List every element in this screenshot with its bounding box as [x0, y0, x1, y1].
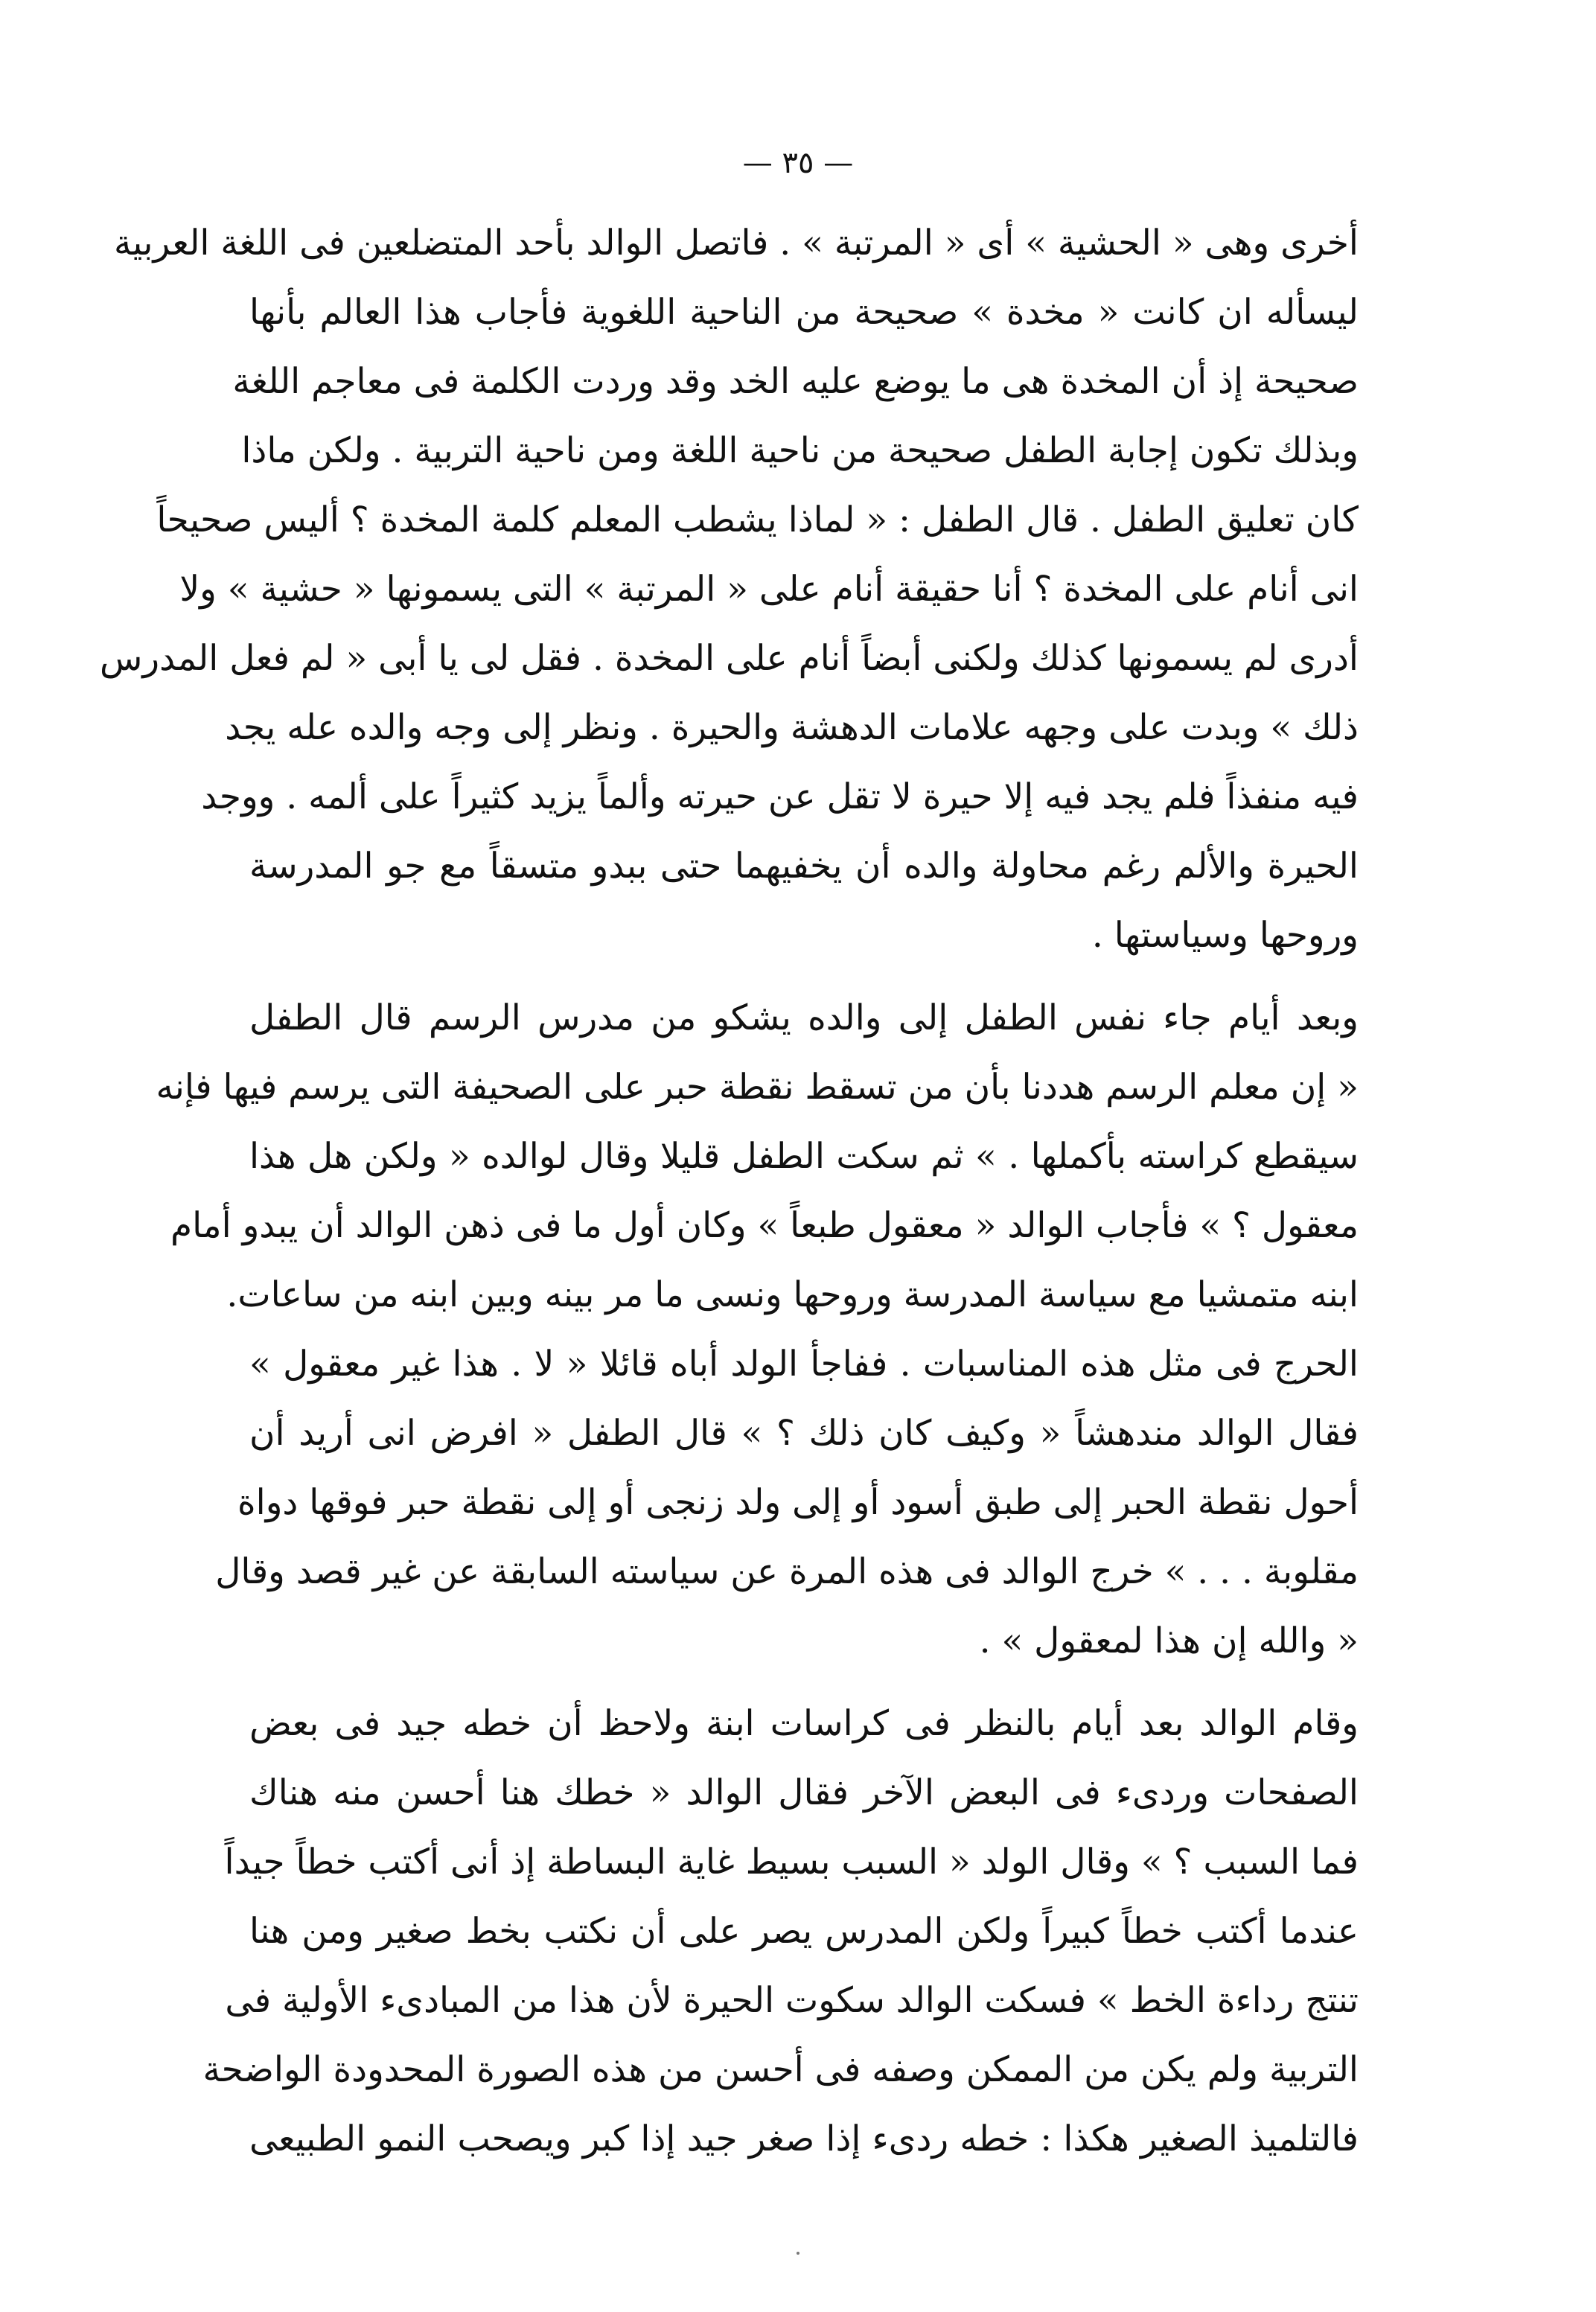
text-line: فيه منفذاً فلم يجد فيه إلا حيرة لا تقل عن حيرته وألماً يزيد كثيراً على ألمه . ووجد	[201, 776, 1359, 817]
paragraph-1	[100, 208, 1359, 970]
text-line: وقام الوالد بعد أيام بالنظر فى كراسات ابنة ولاحظ أن خطه جيد فى بعض	[249, 1703, 1359, 1744]
text-line: كان تعليق الطفل . قال الطفل : « لماذا يشطب المعلم كلمة المخدة ؟ أليس صحيحاً	[156, 499, 1359, 540]
text-line: سيقطع كراسته بأكملها . » ثم سكت الطفل قليلا وقال لوالده « ولكن هل هذا	[249, 1136, 1359, 1177]
text-line: التربية ولم يكن من الممكن وصفه فى أحسن من هذه الصورة المحدودة الواضحة	[202, 2049, 1359, 2090]
text-line: عندما أكتب خطاً كبيراً ولكن المدرس يصر على أن نكتب بخط صغير ومن هنا	[249, 1911, 1359, 1952]
text-line: انى أنام على المخدة ؟ أنا حقيقة أنام على « المرتبة » التى يسمونها « حشية » ولا	[179, 569, 1359, 610]
text-line: أدرى لم يسمونها كذلك ولكنى أبضاً أنام على المخدة . فقل لى يا أبى « لم فعل المدرس	[100, 638, 1359, 679]
text-line: فقال الوالد مندهشاً « وكيف كان ذلك ؟ » قال الطفل « افرض انى أريد أن	[249, 1413, 1359, 1454]
text-line: وروحها وسياستها .	[1091, 915, 1359, 956]
text-line: معقول ؟ » فأجاب الوالد « معقول طبعاً » وكان أول ما فى ذهن الوالد أن يبدو أمام	[170, 1205, 1359, 1246]
text-line: فالتلميذ الصغير هكذا : خطه ردىء إذا صغر جيد إذا كبر ويصحب النمو الطبيعى	[249, 2118, 1359, 2159]
text-line: ليسأله ان كانت « مخدة » صحيحة من الناحية اللغوية فأجاب هذا العالم بأنها	[249, 292, 1359, 333]
page-number: — ٣٥ —	[742, 146, 854, 180]
text-line: ذلك » وبدت على وجهه علامات الدهشة والحيرة . ونظر إلى وجه والده عله يجد	[225, 707, 1359, 748]
text-line: وبذلك تكون إجابة الطفل صحيحة من ناحية اللغة ومن ناحية التربية . ولكن ماذا	[241, 430, 1359, 471]
text-line: أحول نقطة الحبر إلى طبق أسود أو إلى ولد زنجى أو إلى نقطة حبر فوقها دواة	[237, 1482, 1359, 1523]
paragraph-gap	[249, 1676, 1359, 1689]
paragraph-2	[156, 983, 1359, 1676]
text-line: مقلوبة . . . » خرج الوالد فى هذه المرة عن سياسته السابقة عن غير قصد وقال	[215, 1551, 1359, 1592]
text-line: الحيرة والألم رغم محاولة والده أن يخفيهما حتى ببدو متسقاً مع جو المدرسة	[249, 846, 1359, 887]
text-line: ابنه متمشيا مع سياسة المدرسة وروحها ونسى ما مر بينه وبين ابنه من ساعات.	[226, 1274, 1359, 1315]
scan-speck	[797, 2252, 799, 2255]
text-line: الحرج فى مثل هذه المناسبات . ففاجأ الولد أباه قائلا « لا . هذا غير معقول »	[249, 1344, 1359, 1385]
text-line: « إن معلم الرسم هددنا بأن من تسقط نقطة حبر على الصحيفة التى يرسم فيها فإنه	[156, 1067, 1359, 1108]
text-line: « والله إن هذا لمعقول » .	[979, 1620, 1359, 1661]
text-line: صحيحة إذ أن المخدة هى ما يوضع عليه الخد وقد وردت الكلمة فى معاجم اللغة	[232, 361, 1359, 402]
text-line: الصفحات وردىء فى البعض الآخر فقال الوالد « خطك هنا أحسن منه هناك	[249, 1772, 1359, 1813]
text-line: فما السبب ؟ » وقال الولد « السبب بسيط غاية البساطة إذ أنى أكتب خطاً جيداً	[224, 1842, 1359, 1883]
paragraph-gap	[249, 970, 1359, 983]
body-text	[100, 208, 1359, 2174]
text-line: وبعد أيام جاء نفس الطفل إلى والده يشكو من مدرس الرسم قال الطفل	[249, 997, 1359, 1038]
text-line: تنتج رداءة الخط » فسكت الوالد سكوت الحيرة لأن هذا من المبادىء الأولية فى	[225, 1980, 1359, 2021]
text-line: أخرى وهى « الحشية » أى « المرتبة » . فاتصل الوالد بأحد المتضلعين فى اللغة العربية	[114, 223, 1359, 264]
paragraph-3	[202, 1689, 1359, 2174]
